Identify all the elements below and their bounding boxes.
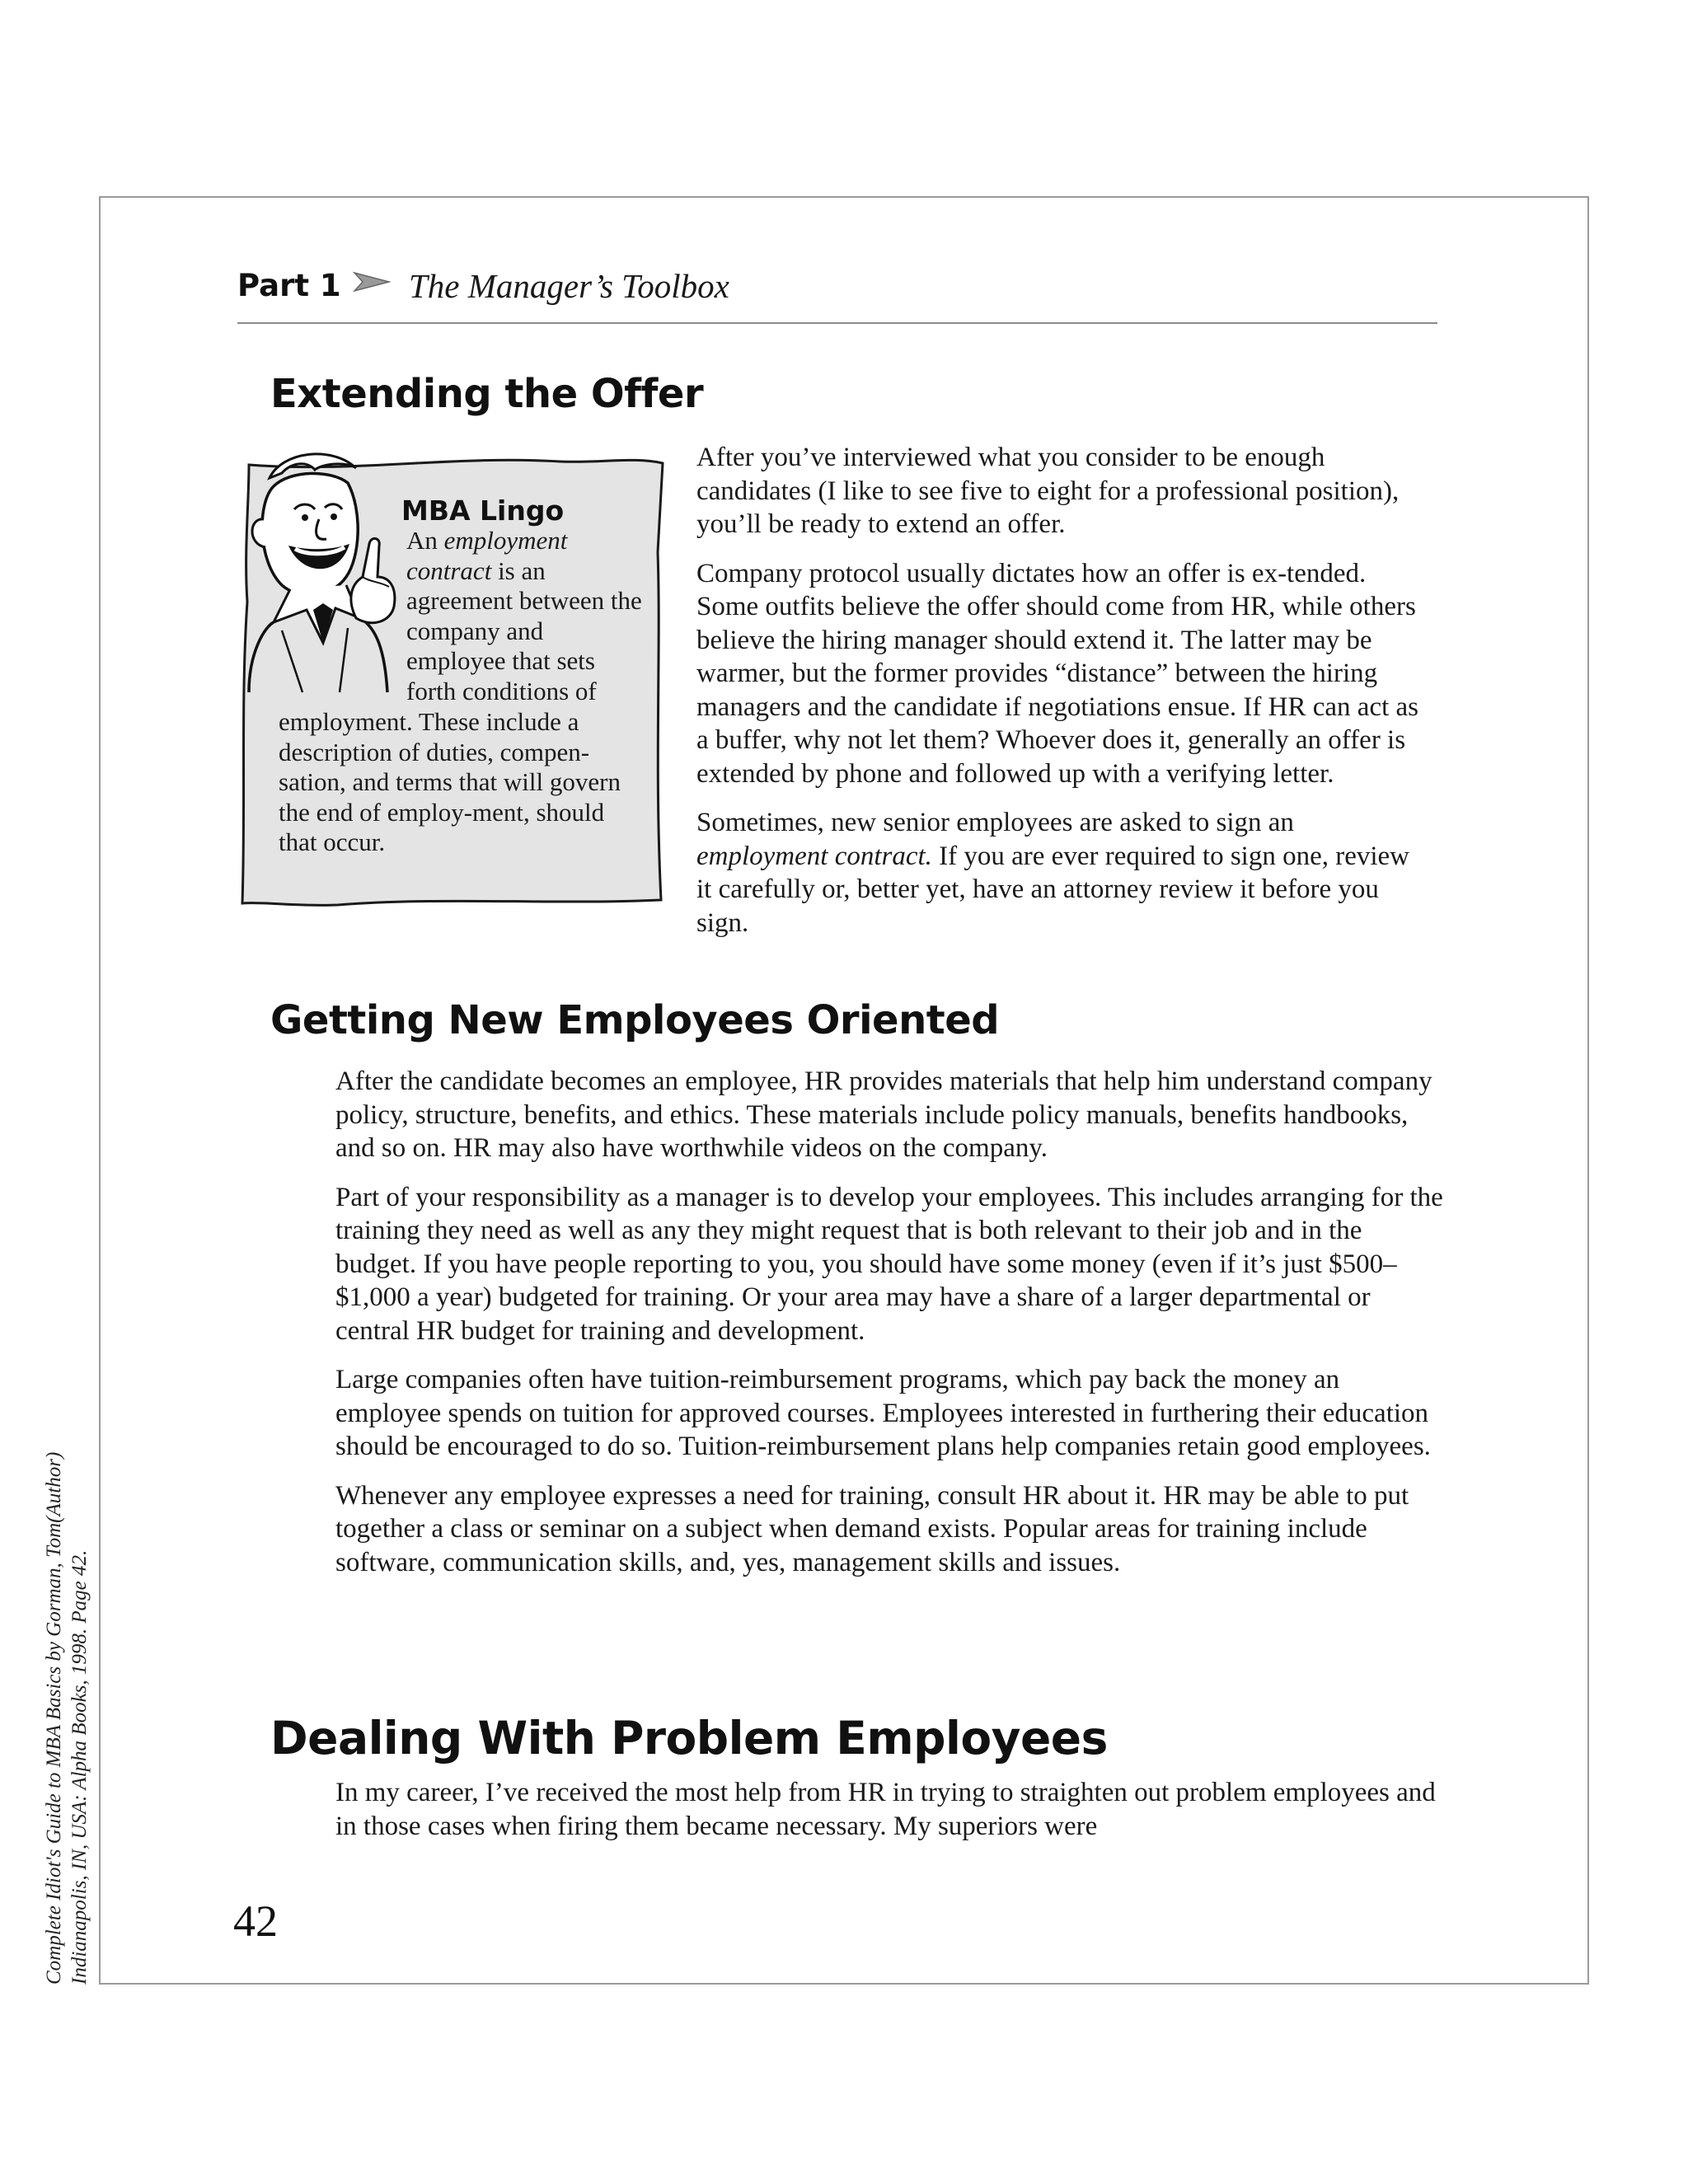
credit-line-1: Complete Idiot's Guide to MBA Basics by Gorman, Tom(Author) (43, 1451, 65, 1985)
part-label: Part 1 (237, 268, 341, 303)
orienting-body (335, 1065, 1444, 1595)
section-heading-problem: Dealing With Problem Employees (270, 1712, 1108, 1765)
paragraph: In my career, I’ve received the most help from HR in trying to straighten out problem employees and in those cases when firing them became necessary. My superiors were (335, 1778, 1436, 1841)
sidebar-term-contract: contract (406, 555, 492, 585)
sidebar-title: MBA Lingo (401, 494, 565, 527)
paragraph: Whenever any employee expresses a need for training, consult HR about it. HR may be able to put together a class or seminar on a subject when demand exists. Popular areas for training include software, communication skills, and, yes, management skills and issues. (335, 1480, 1409, 1577)
sidebar-definition-bottom: employment. These include a description of duties, compen-sation, and terms that will govern the end of employ-ment, should that occur. (279, 707, 621, 856)
paragraph: After you’ve interviewed what you consider to be enough candidates (I like to see five to eight for a professional position), you’ll be ready to extend an offer. (696, 443, 1400, 539)
sidebar-text-rest: is an agreement between the company and employee that sets forth conditions of (406, 555, 642, 705)
section-heading-extending: Extending the Offer (270, 371, 704, 417)
problem-body (335, 1776, 1444, 1843)
side-credit (41, 1408, 92, 1985)
paragraph (696, 806, 1430, 940)
emphasis-term: employment contract. (696, 841, 932, 871)
mba-lingo-sidebar (239, 453, 668, 911)
paragraph: Company protocol usually dictates how an offer is ex-tended. Some outfits believe the offer should come from HR, while others believe the hiring manager should extend it. The latter may be warmer, but the former provides “distance” between the hiring managers and the candidate if negotiations ensue. If HR can act as a buffer, why not let them? Whoever does it, generally an offer is extended by phone and followed up with a verifying letter. (696, 558, 1418, 789)
paragraph-text: Sometimes, new senior employees are asked to sign an (696, 808, 1294, 837)
chapter-title: The Manager’s Toolbox (409, 267, 729, 305)
running-head (237, 268, 1437, 326)
header-rule (237, 322, 1437, 324)
credit-line-2: Indianapolis, IN, USA: Alpha Books, 1998. Page 42. (68, 1549, 91, 1985)
page-number: 42 (233, 1896, 278, 1946)
extending-body (696, 441, 1430, 955)
paragraph: Part of your responsibility as a manager is to develop your employees. This includes arranging for the training they need as well as any they might request that is both relevant to their job and in the budget. If you have people reporting to you, you should have some money (even if it’s just $500–$1,000 a year) budgeted for training. Or your area may have a share of a larger departmental or central HR budget for training and development. (335, 1182, 1443, 1346)
sidebar-term-employment: employment (443, 526, 568, 555)
arrow-icon (353, 269, 391, 294)
cartoon-character-icon (224, 445, 406, 701)
paragraph-text: If you are ever required to sign one, review it carefully or, better yet, have an attorney review it before you sign. (696, 841, 1410, 938)
paragraph: Large companies often have tuition-reimbursement programs, which pay back the money an employee spends on tuition for approved courses. Employees interested in furthering their education should be encouraged to do so. Tuition-reimbursement plans help companies retain good employees. (335, 1365, 1431, 1461)
paragraph: After the candidate becomes an employee, HR provides materials that help him understand company policy, structure, benefits, and ethics. These materials include policy manuals, benefits handbooks, and so on. HR may also have worthwhile videos on the company. (335, 1066, 1432, 1163)
sidebar-text-lead: An (406, 526, 444, 555)
section-heading-orienting: Getting New Employees Oriented (270, 997, 1000, 1043)
sidebar-definition-top (406, 526, 645, 706)
